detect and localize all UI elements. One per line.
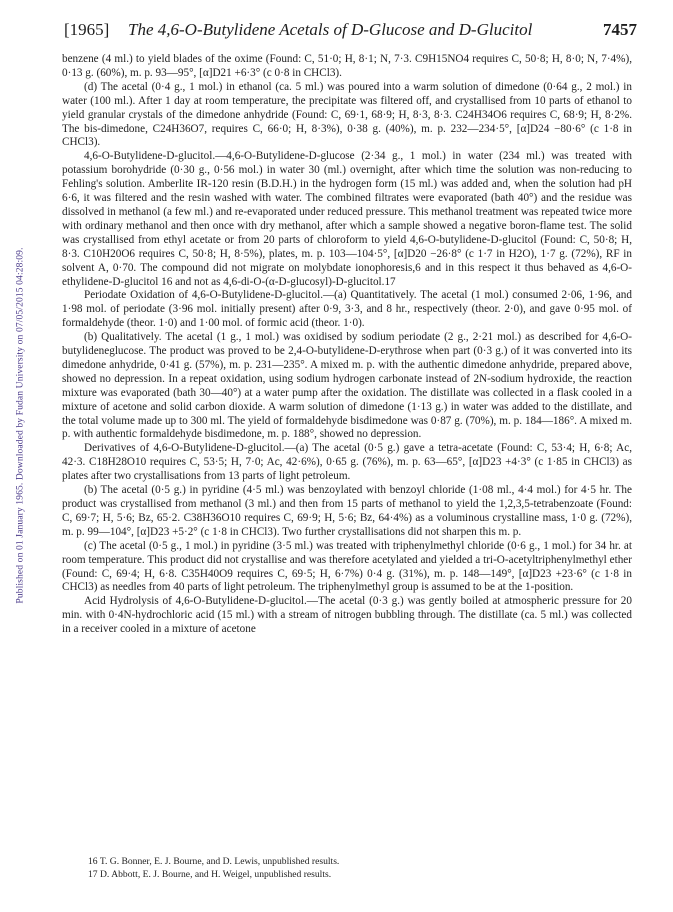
footnote: 16 T. G. Bonner, E. J. Bourne, and D. Lewis, unpublished results. — [88, 856, 340, 867]
paragraph: Acid Hydrolysis of 4,6-O-Butylidene-D-glucitol.—The acetal (0·3 g.) was gently boiled at atmospheric pressure for 20 min. with 0·4N-hydrochloric acid (15 ml.) with a stream of nitrogen bubbling through. The distillate (ca. 5 ml.) was collected in a receiver cooled in a mixture of acetone — [62, 595, 632, 636]
header-title: The 4,6-O-Butylidene Acetals of D-Glucose and D-Glucitol — [128, 20, 533, 39]
paragraph: Derivatives of 4,6-O-Butylidene-D-glucitol.—(a) The acetal (0·5 g.) gave a tetra-acetate (Found: C, 53·4; H, 6·8; Ac, 42·3. C18H28O10 requires C, 53·5; H, 7·0; Ac, 42·6%), 0·65 g. (76%), m. p. 63—65°, [α]D23 +4·3° (c 1·85 in CHCl3) as plates after two crystallisations from 13 parts of light petroleum. — [62, 442, 632, 483]
page-number: 7457 — [603, 20, 637, 39]
header-year: [1965] — [64, 20, 110, 39]
download-notice: Published on 01 January 1965. Downloaded by Fudan University on 07/05/2015 04:28:09. — [14, 247, 26, 604]
article-body — [62, 53, 632, 637]
footnotes — [88, 856, 628, 881]
footnote: 17 D. Abbott, E. J. Bourne, and H. Weigel, unpublished results. — [88, 868, 332, 880]
running-header — [0, 20, 673, 44]
paragraph: (b) The acetal (0·5 g.) in pyridine (4·5 ml.) was benzoylated with benzoyl chloride (1·08 ml., 4·4 mol.) for 4·5 hr. The product was crystallised from methanol (3 ml.) and then from 15 parts of methanol to yield the 1,2,3,5-tetrabenzoate (Found: C, 69·7; H, 5·6; Bz, 65·2. C38H36O10 requires C, 69·9; H, 5·6; Bz, 64·4%) as a voluminous crystalline mass, 1·0 g. (72%), m. p. 99—104°, [α]D23 +5·2° (c 1·8 in CHCl3). Two further crystallisations did not sharpen this m. p. — [62, 484, 632, 538]
paragraph: benzene (4 ml.) to yield blades of the oxime (Found: C, 51·0; H, 8·1; N, 7·3. C9H15NO4 requires C, 50·8; H, 8·0; N, 7·4%), 0·13 g. (60%), m. p. 93—95°, [α]D21 +6·3° (c 0·8 in CHCl3). — [62, 53, 632, 79]
paragraph: 4,6-O-Butylidene-D-glucitol.—4,6-O-Butylidene-D-glucose (2·34 g., 1 mol.) in water (234 ml.) was treated with potassium borohydride (0·30 g., 0·56 mol.) in water 30 (ml.) overnight, after which time the solution was non-reducing to Fehling's solution. Amberlite IR-120 resin (B.D.H.) in the hydrogen form (15 ml.) was added and, when the solution had pH 6·6, it was filtered and the resin washed with water. The combined filtrates were evaporated (bath 40°) and the residue was dissolved in methanol (a few ml.) and re-evaporated under reduced pressure. This methanol treatment was repeated twice more with ordinary methanol and then once with dry methanol, after which a sample showed a negative boron-flame test. The solid was crystallised from ethyl acetate or from 20 parts of chloroform to yield 4,6-O-butylidene-D-glucitol (Found: C, 50·8; H, 8·3. C10H20O6 requires C, 50·8; H, 8·5%), plates, m. p. 103—104·5°, [α]D20 −26·8° (c 1·7 in H2O), 1·7 g. (72%), RF in solvent A, 0·70. The compound did not migrate on molybdate ionophoresis,6 and in this respect it thus behaved as 4,6-O-ethylidene-D-glucitol 16 and not as 4,6-di-O-(α-D-glucosyl)-D-glucitol.17 — [62, 150, 632, 288]
paragraph: Periodate Oxidation of 4,6-O-Butylidene-D-glucitol.—(a) Quantitatively. The acetal (1 mol.) consumed 2·06, 1·96, and 1·98 mol. of periodate (3·96 mol. initially present) after 0·9, 3·3, and 8 hr., respectively (theor. 2·0), and gave 0·95 mol. of formaldehyde (theor. 1·0) and 1·00 mol. of formic acid (theor. 1·0). — [62, 289, 632, 330]
paragraph: (c) The acetal (0·5 g., 1 mol.) in pyridine (3·5 ml.) was treated with triphenylmethyl chloride (0·6 g., 1 mol.) for 34 hr. at room temperature. This product did not crystallise and was therefore acetylated and yielded a tri-O-acetyltriphenylmethyl ether (Found: C, 69·4; H, 6·8. C35H40O9 requires C, 69·5; H, 6·7%) 0·4 g. (31%), m. p. 148—149°, [α]D23 +23·6° (c 1·8 in CHCl3) as needles from 40 parts of light petroleum. The triphenylmethyl group is assumed to be at the 1-position. — [62, 539, 632, 594]
paragraph: (d) The acetal (0·4 g., 1 mol.) in ethanol (ca. 5 ml.) was poured into a warm solution of dimedone (0·64 g., 2 mol.) in water (100 ml.). After 1 day at room temperature, the precipitate was filtered off, and crystallised from 10 parts of ethanol to yield granular crystals of the dimedone anhydride (Found: C, 69·1, 68·9; H, 8·3, 8·3. C24H34O6 requires C, 68·9; H, 8·2%. The bis-dimedone, C24H36O7, requires C, 66·0; H, 8·3%), 0·38 g. (40%), m. p. 232—234·5°, [α]D24 −80·6° (c 1·8 in CHCl3). — [62, 80, 632, 149]
paragraph: (b) Qualitatively. The acetal (1 g., 1 mol.) was oxidised by sodium periodate (2 g., 2·21 mol.) as described for 4,6-O-butylideneglucose. The product was proved to be 2,4-O-butylidene-D-erythrose when part (0·3 g.) of it was converted into its dimedone anhydride, 0·41 g. (57%), m. p. 231—235°. A mixed m. p. with the authentic dimedone anhydride, prepared above, showed no depression. In a repeat oxidation, using sodium hydrogen carbonate instead of 2N-sodium hydroxide, the reaction mixture was evaporated (bath 30—40°) at a water pump after the oxidation. The distillate was collected in a flask cooled in a mixture of acetone and solid carbon dioxide. A warm solution of dimedone (1·13 g.) in water was added to the distillate, and the total volume made up to 300 ml. The yield of formaldehyde bisdimedone was 0·87 g. (70%), m. p. 184—186°. A mixed m. p. with authentic formaldehyde bisdimedone, m. p. 188°, showed no depression. — [62, 331, 632, 441]
